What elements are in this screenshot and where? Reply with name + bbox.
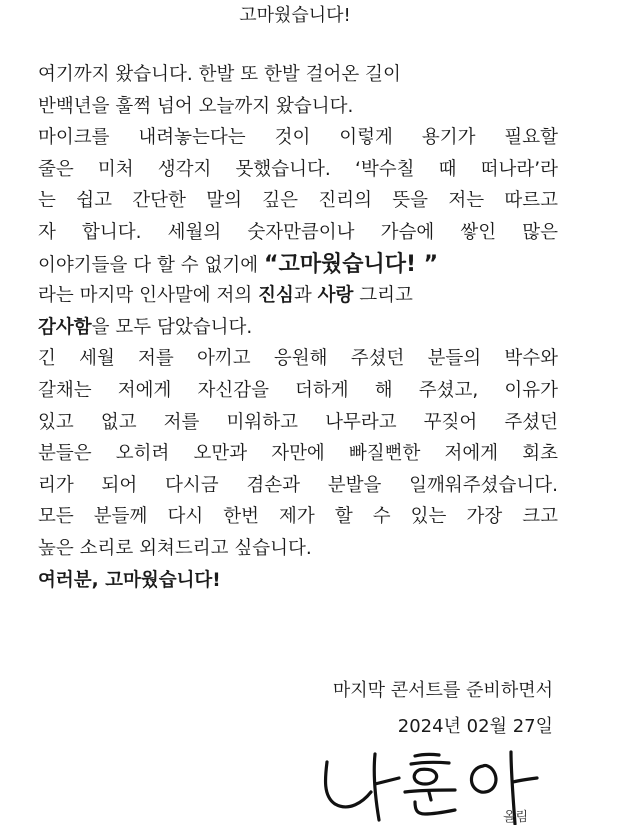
body-line: 리가 되어 다시금 겸손과 분발을 일깨워주셨습니다.	[38, 474, 558, 496]
closing-date: 2024년 02월 27일	[397, 716, 553, 737]
signature-stroke	[513, 778, 537, 782]
body-line: 높은 소리로 외쳐드리고 싶습니다.	[38, 537, 312, 559]
body-line: 모든 분들께 다시 한번 제가 할 수 있는 가장 크고	[38, 506, 558, 528]
signature-stroke	[471, 765, 496, 792]
signature-stroke	[415, 802, 455, 814]
signature-stroke	[375, 778, 399, 784]
emphasized-quote: “고마웠습니다! ”	[264, 251, 439, 277]
body-line: 있고 없고 저를 미워하고 나무라고 꾸짖어 주셨던	[38, 411, 558, 433]
body-line-text: 그리고	[353, 285, 413, 307]
body-line-text: 을 모두 담았습니다.	[91, 316, 253, 338]
body-line: 여기까지 왔습니다. 한발 또 한발 걸어온 길이	[38, 64, 401, 85]
letter-title: 고마웠습니다!	[239, 5, 351, 26]
signature-stroke	[415, 754, 439, 756]
body-line-text: 이야기들을 다 할 수 없기에	[38, 254, 264, 276]
body-line-with-quote	[38, 249, 558, 281]
final-thanks-line: 여러분, 고마웠습니다!	[38, 569, 221, 591]
signature-suffix: 올림	[503, 810, 529, 825]
body-line-emphasis	[38, 280, 558, 312]
emphasis-gratitude: 감사함	[38, 316, 92, 338]
body-line: 긴 세월 저를 아끼고 응원해 주셨던 분들의 박수와	[38, 348, 558, 370]
signature-stroke	[414, 769, 436, 784]
body-line: 는 쉽고 간단한 말의 깊은 진리의 뜻을 저는 따르고	[38, 190, 558, 212]
body-line: 분들은 오히려 오만과 자만에 빠질뻔한 저에게 회초	[38, 443, 558, 465]
body-line: 반백년을 훌쩍 넘어 오늘까지 왔습니다.	[38, 95, 354, 117]
signature-stroke	[429, 792, 431, 800]
signature-stroke	[374, 754, 379, 820]
body-line-emphasis	[38, 312, 558, 344]
body-line: 마이크를 내려놓는다는 것이 이렇게 용기가 필요할	[38, 127, 558, 149]
signature-stroke	[411, 762, 449, 764]
closing-note: 마지막 콘서트를 준비하면서	[332, 680, 553, 701]
body-line: 갈채는 저에게 자신감을 더하게 해 주셨고, 이유가	[38, 379, 558, 401]
letter-body	[38, 59, 558, 596]
body-line-text: 라는 마지막 인사말에 저의	[38, 285, 259, 307]
body-line-text: 과	[293, 285, 318, 307]
body-line: 자 합니다. 세월의 숫자만큼이나 가슴에 쌓인 많은	[38, 221, 558, 243]
emphasis-love: 사랑	[317, 285, 354, 307]
body-line: 줄은 미처 생각지 못했습니다. ‘박수칠 때 떠나라’라	[38, 158, 558, 180]
signature-stroke	[325, 762, 371, 807]
emphasis-sincerity: 진심	[258, 285, 294, 307]
